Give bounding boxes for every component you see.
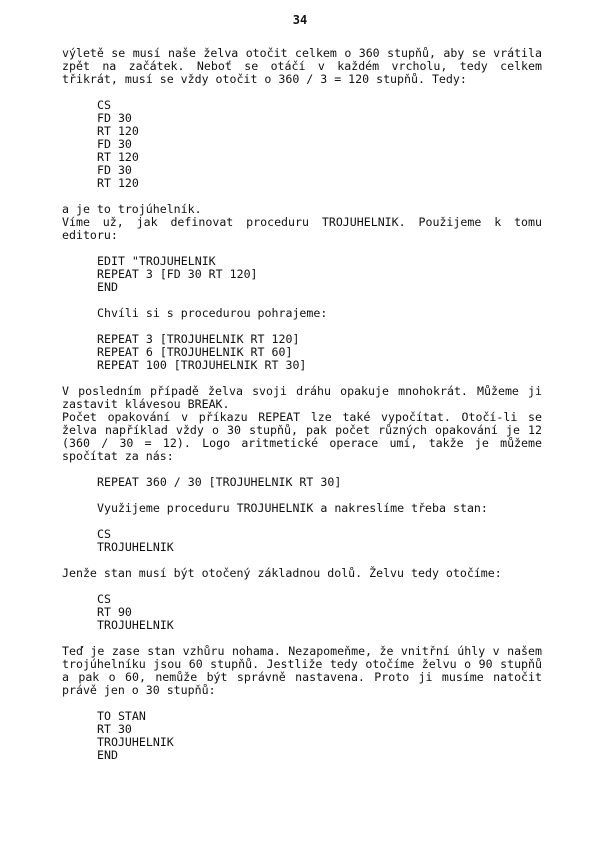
paragraph: V posledním případě želva svoji dráhu opakuje mnohokrát. Můžeme ji zastavit klávesou BREAK. [62, 384, 542, 411]
code-line: TROJUHELNIK [97, 540, 174, 554]
paragraph: a je to trojúhelník. [62, 202, 202, 216]
code-line: REPEAT 360 / 30 [TROJUHELNIK RT 30] [97, 475, 342, 489]
paragraph: Víme už, jak definovat proceduru TROJUHELNIK. Použijeme k tomu editoru: [62, 215, 542, 242]
paragraph: Počet opakování v příkazu REPEAT lze také vypočítat. Otočí-li se želva například vždy o 30 stupňů, pak počet různých opakování je 12 (360 / 30 = 12). Logo aritmetické operace umí, takže je můžeme spočítat za nás: [62, 410, 542, 463]
code-block [97, 307, 542, 320]
code-line: CS [97, 527, 111, 541]
code-line: EDIT "TROJUHELNIK [97, 254, 216, 268]
code-line: CS [97, 98, 111, 112]
code-line: Chvíli si s procedurou pohrajeme: [97, 306, 328, 320]
code-line: TROJUHELNIK [97, 618, 174, 632]
page-content [62, 47, 542, 775]
code-line: REPEAT 6 [TROJUHELNIK RT 60] [97, 345, 293, 359]
code-block [97, 710, 542, 762]
code-block [97, 528, 542, 554]
code-line: Využijeme proceduru TROJUHELNIK a nakreslíme třeba stan: [97, 501, 488, 515]
paragraph: Teď je zase stan vzhůru nohama. Nezapomeňme, že vnitřní úhly v našem trojúhelníku jsou 60 stupňů. Jestliže tedy otočíme želvu o 90 stupňů a pak o 60, nemůže být správně nastavena. Proto ji musíme natočit právě jen o 30 stupňů: [62, 644, 542, 697]
code-block [97, 502, 542, 515]
code-line: FD 30 [97, 111, 132, 125]
page-number: 34 [292, 13, 308, 27]
code-line: REPEAT 3 [FD 30 RT 120] [97, 267, 258, 281]
code-line: RT 120 [97, 124, 139, 138]
code-line: RT 120 [97, 150, 139, 164]
code-line: RT 90 [97, 605, 132, 619]
paragraph: Jenže stan musí být otočený základnou dolů. Želvu tedy otočíme: [62, 566, 502, 580]
code-block [97, 99, 542, 190]
code-block [97, 333, 542, 372]
paragraph: výletě se musí naše želva otočit celkem o 360 stupňů, aby se vrátila zpět na začátek. Neboť se otáčí v každém vrcholu, tedy celkem třikrát, musí se vždy otočit o 360 / 3 = 120 stupňů. Tedy: [62, 46, 542, 86]
code-line: CS [97, 592, 111, 606]
code-block [97, 255, 542, 294]
code-line: END [97, 748, 118, 762]
code-line: TROJUHELNIK [97, 735, 174, 749]
code-line: REPEAT 100 [TROJUHELNIK RT 30] [97, 358, 307, 372]
code-block [97, 476, 542, 489]
code-block [97, 593, 542, 632]
code-line: REPEAT 3 [TROJUHELNIK RT 120] [97, 332, 300, 346]
code-line: FD 30 [97, 137, 132, 151]
code-line: END [97, 280, 118, 294]
code-line: FD 30 [97, 163, 132, 177]
code-line: TO STAN [97, 709, 146, 723]
code-line: RT 120 [97, 176, 139, 190]
code-line: RT 30 [97, 722, 132, 736]
